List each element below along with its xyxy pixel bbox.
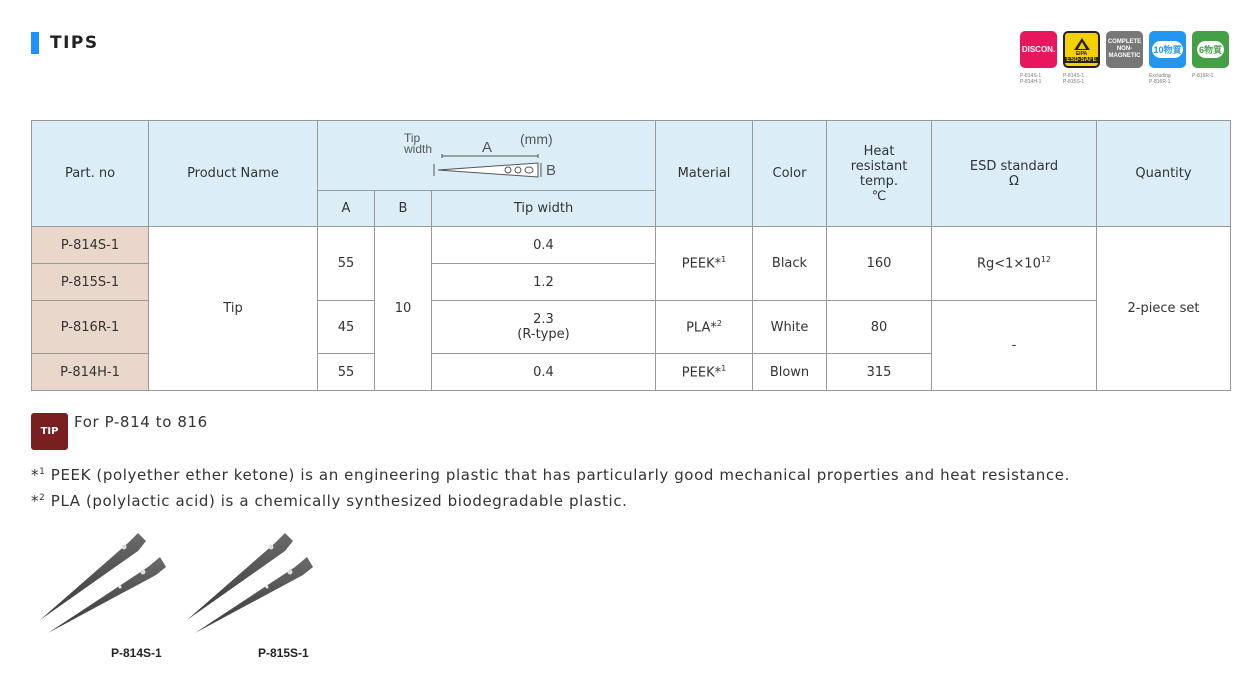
- heat-cell: 80: [827, 301, 932, 354]
- header-part-no: Part. no: [32, 121, 149, 227]
- a-cell: 55: [318, 227, 375, 301]
- a-cell: 55: [318, 354, 375, 391]
- esd-badge-note: P-814S-1 P-815S-1: [1063, 73, 1085, 85]
- material-cell: [656, 227, 753, 301]
- quantity-cell: 2-piece set: [1097, 227, 1231, 391]
- footnote-text: PEEK (polyether ether ketone) is an engineering plastic that has particularly good mechanical properties and heat resistance.: [45, 466, 1070, 484]
- material-footnote-ref: 1: [721, 255, 727, 265]
- footnote-mark: *: [31, 466, 40, 484]
- non-magnetic-badge: [1106, 31, 1143, 68]
- material-text: PEEK*: [681, 256, 722, 272]
- part-number-cell: P-816R-1: [32, 301, 149, 354]
- esd-cell: -: [932, 301, 1097, 391]
- part-number-cell: P-814S-1: [32, 227, 149, 264]
- heat-cell: 160: [827, 227, 932, 301]
- ten-substances-label: 10物質: [1152, 41, 1182, 58]
- footnote-number: 1: [39, 467, 46, 477]
- material-cell: [656, 301, 753, 354]
- footnote-peek: [31, 466, 1070, 484]
- diagram-b-label: B: [545, 161, 556, 179]
- tip-dimension-diagram: [402, 130, 572, 182]
- a-cell: 45: [318, 301, 375, 354]
- header-heat-temp: [827, 121, 932, 227]
- esd-safe-badge: [1063, 31, 1100, 68]
- color-cell: Black: [753, 227, 827, 301]
- header-color: Color: [753, 121, 827, 227]
- diagram-unit-label: (mm): [519, 130, 553, 147]
- header-esd-standard: [932, 121, 1097, 227]
- tip-photo-p814s: [38, 525, 198, 635]
- header-heat-line3: temp.: [859, 173, 899, 189]
- table-row: [32, 227, 1231, 264]
- discon-badge-note: P-814S-1 P-814H-1: [1020, 73, 1042, 85]
- tip-width-cell: 0.4: [432, 227, 656, 264]
- header-heat-line4: ℃: [871, 188, 887, 204]
- tip-photo-p815s: [185, 525, 345, 635]
- certification-badges: [1020, 31, 1230, 91]
- discon-badge-label: DISCON.: [1021, 45, 1056, 54]
- header-heat-line2: resistant: [850, 158, 908, 174]
- header-heat-line1: Heat: [863, 143, 895, 159]
- diagram-a-label: A: [481, 138, 492, 156]
- tip-width-cell: 0.4: [432, 354, 656, 391]
- tip-width-type: (R-type): [517, 327, 570, 342]
- header-product-name: Product Name: [149, 121, 318, 227]
- header-a: A: [318, 191, 375, 227]
- page-title: TIPS: [50, 33, 99, 53]
- material-text: PLA*: [686, 320, 717, 336]
- heat-cell: 315: [827, 354, 932, 391]
- esd-badge-top: EIPA: [1075, 50, 1088, 57]
- tip-note-text: For P-814 to 816: [74, 413, 208, 431]
- footnote-mark: *: [31, 492, 40, 510]
- photo-caption: P-815S-1: [258, 646, 309, 660]
- esd-badge-label: ESD-SAFE: [1066, 56, 1097, 63]
- six-substances-badge: [1192, 31, 1229, 68]
- color-cell: Blown: [753, 354, 827, 391]
- esd-hand-icon: [1073, 37, 1091, 51]
- material-footnote-ref: 2: [716, 318, 722, 328]
- esd-exponent: 12: [1040, 255, 1052, 265]
- ten-substances-badge: [1149, 31, 1186, 68]
- ten-substances-note: Excluding P-816R-1: [1149, 73, 1171, 85]
- header-esd-line1: ESD standard: [969, 158, 1059, 174]
- header-quantity: Quantity: [1097, 121, 1231, 227]
- product-name-cell: Tip: [149, 227, 318, 391]
- tip-width-value: 2.3: [533, 312, 554, 327]
- header-tip-width: Tip width: [432, 191, 656, 227]
- part-number-cell: P-814H-1: [32, 354, 149, 391]
- footnote-text: PLA (polylactic acid) is a chemically synthesized biodegradable plastic.: [45, 492, 628, 510]
- header-esd-line2: Ω: [1009, 173, 1019, 189]
- diagram-width-label: width: [403, 141, 432, 156]
- b-cell: 10: [375, 227, 432, 391]
- diagram-tip-label: Tip: [403, 130, 420, 145]
- tip-icon: TIP: [31, 413, 68, 450]
- material-text: PEEK*: [681, 365, 722, 381]
- tip-width-cell: 1.2: [432, 264, 656, 301]
- non-magnetic-badge-label: COMPLETE NON- MAGNETIC: [1107, 39, 1142, 59]
- photo-caption: P-814S-1: [111, 646, 162, 660]
- esd-text: Rg<1×10: [976, 256, 1041, 272]
- header-b: B: [375, 191, 432, 227]
- title-accent-bar: [31, 32, 39, 54]
- header-material: Material: [656, 121, 753, 227]
- six-substances-label: 6物質: [1197, 41, 1224, 58]
- spec-table: [31, 120, 1231, 391]
- footnote-number: 2: [39, 493, 46, 503]
- material-footnote-ref: 1: [721, 363, 727, 373]
- footnote-pla: [31, 492, 628, 510]
- six-substances-note: P-816R-1: [1192, 73, 1214, 79]
- header-dimension-diagram: [318, 121, 656, 191]
- material-cell: [656, 354, 753, 391]
- esd-cell: [932, 227, 1097, 301]
- part-number-cell: P-815S-1: [32, 264, 149, 301]
- discon-badge: [1020, 31, 1057, 68]
- color-cell: White: [753, 301, 827, 354]
- tip-width-cell: [432, 301, 656, 354]
